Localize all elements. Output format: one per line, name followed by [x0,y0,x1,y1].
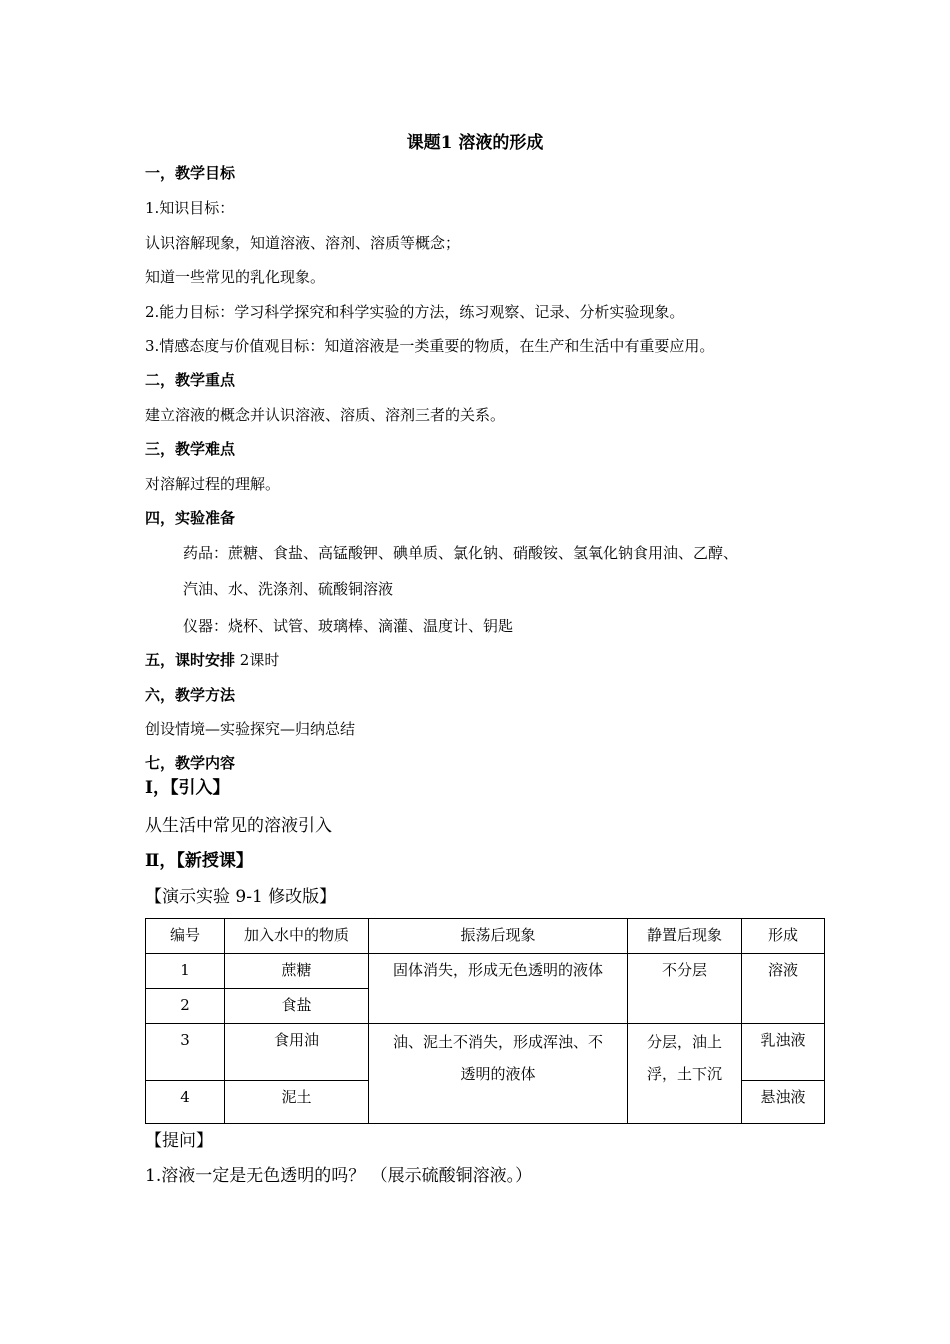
table-header-row [146,919,825,954]
header-cell: 形成 [742,919,825,954]
reagents-line2: 汽油、水、洗涤剂、硫酸铜溶液 [183,580,394,598]
section-heading-difficulties: 三，教学难点 [145,440,236,458]
row-substance: 食用油 [225,1024,369,1081]
demo-experiment-title: 【演示实验 9-1 修改版】 [145,887,337,907]
header-cell: 编号 [146,919,225,954]
shake-result-turbid-line2: 透明的液体 [460,1065,536,1083]
part1-text: 从生活中常见的溶液引入 [145,816,332,836]
shake-result-turbid-line1: 油、泥土不消失，形成浑浊、不 [392,1033,603,1051]
section-heading-content: 七，教学内容 [145,754,236,772]
header-cell: 振荡后现象 [369,919,628,954]
section-heading-objectives: 一，教学目标 [145,164,236,182]
section-heading-schedule: 五，课时安排 [145,651,236,669]
section-heading-methods: 六，教学方法 [145,686,236,704]
question-1: 1.溶液一定是无色透明的吗？ （展示硫酸铜溶液。） [145,1166,533,1186]
schedule-text: 2课时 [239,651,280,669]
header-cell: 加入水中的物质 [225,919,369,954]
document-title: 课题1 溶液的形成 [406,133,544,153]
section-heading-preparation: 四，实验准备 [145,509,236,527]
question-heading: 【提问】 [145,1131,213,1151]
table-row [146,1024,825,1081]
row-number: 4 [146,1081,225,1124]
rest-result-no-layer: 不分层 [628,954,742,1024]
shake-result-dissolve: 固体消失，形成无色透明的液体 [369,954,628,1024]
form-solution: 溶液 [742,954,825,1024]
objective-knowledge-line2: 知道一些常见的乳化现象。 [145,268,326,286]
rest-result-layered-line1: 分层，油上 [646,1033,722,1051]
methods-text: 创设情境—实验探究—归纳总结 [145,720,356,738]
reagents-line1: 药品：蔗糖、食盐、高锰酸钾、碘单质、氯化钠、硝酸铵、氢氧化钠食用油、乙醇、 [183,544,739,562]
section-heading-key-points: 二，教学重点 [145,371,236,389]
schedule-line [145,650,279,670]
header-cell: 静置后现象 [628,919,742,954]
experiment-table [145,918,825,1124]
objective-knowledge-label: 1.知识目标： [145,199,235,217]
form-suspension: 悬浊液 [742,1081,825,1124]
key-points-text: 建立溶液的概念并认识溶液、溶质、溶剂三者的关系。 [145,406,506,424]
table-row [146,954,825,989]
difficulties-text: 对溶解过程的理解。 [145,475,281,493]
objective-attitude: 3.情感态度与价值观目标：知道溶液是一类重要的物质，在生产和生活中有重要应用。 [145,337,715,355]
shake-result-turbid [369,1024,628,1124]
objective-ability: 2.能力目标：学习科学探究和科学实验的方法，练习观察、记录、分析实验现象。 [145,303,685,321]
instruments-line: 仪器：烧杯、试管、玻璃棒、滴灌、温度计、钥匙 [183,617,514,635]
part2-heading: Ⅱ，【新授课】 [145,851,253,871]
form-emulsion: 乳浊液 [742,1024,825,1081]
part1-heading: Ⅰ，【引入】 [145,778,230,798]
objective-knowledge-line1: 认识溶解现象，知道溶液、溶剂、溶质等概念； [145,234,461,252]
row-number: 3 [146,1024,225,1081]
row-substance: 蔗糖 [225,954,369,989]
row-substance: 泥土 [225,1081,369,1124]
rest-result-layered [628,1024,742,1124]
rest-result-layered-line2: 浮，土下沉 [646,1065,722,1083]
row-number: 1 [146,954,225,989]
row-substance: 食盐 [225,989,369,1024]
row-number: 2 [146,989,225,1024]
